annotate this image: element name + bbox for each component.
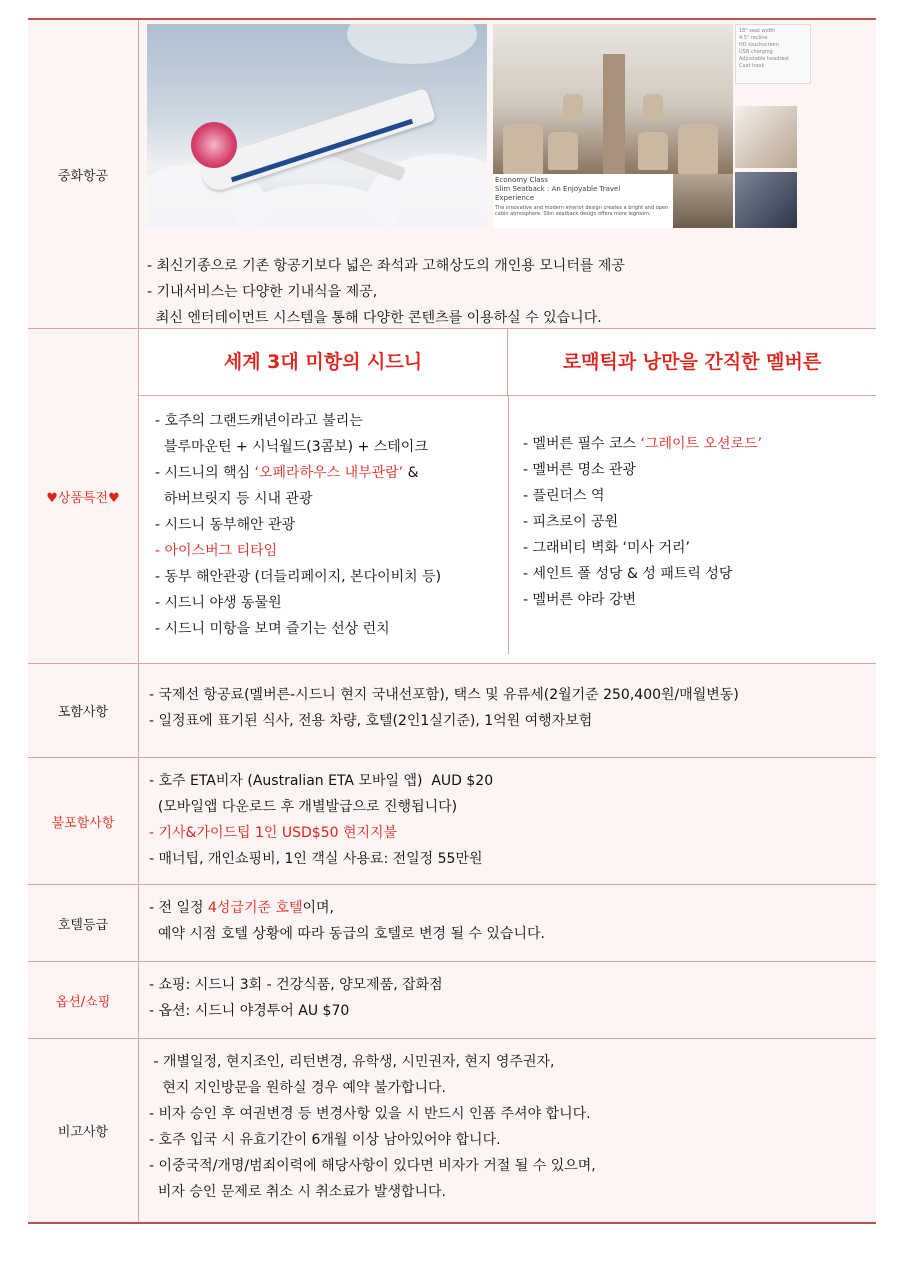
list-item: - 멜버른 야라 강변	[523, 592, 637, 608]
seat-thumbnail	[735, 106, 797, 168]
excluded-line-1: - 호주 ETA비자 (Australian ETA 모바일 앱) AUD $20	[149, 773, 494, 789]
airline-line-1: - 최신기종으로 기존 항공기보다 넓은 좌석과 고해상도의 개인용 모니터를 제공	[147, 258, 625, 274]
list-item: - 호주의 그랜드캐년이라고 불리는	[155, 413, 363, 429]
airline-content	[139, 20, 876, 328]
airline-label: 중화항공	[28, 20, 139, 328]
seatback-photo	[673, 174, 733, 228]
monitor-thumbnail	[735, 172, 797, 228]
highlights-row	[28, 329, 876, 664]
included-label: 포함사항	[28, 664, 139, 757]
options-line-1: - 쇼핑: 시드니 3회 - 건강식품, 양모제품, 잡화점	[149, 977, 443, 993]
list-item: - 아이스버그 티타임	[155, 543, 278, 559]
highlights-label: ♥상품특전♥	[28, 329, 139, 663]
list-item: - 시드니 야생 동물원	[155, 595, 282, 611]
list-item: - 피츠로이 공원	[523, 514, 619, 530]
list-item: - 세인트 폴 성당 & 성 패트릭 성당	[523, 566, 733, 582]
included-line-2: - 일정표에 표기된 식사, 전용 차량, 호텔(2인1실기준), 1억원 여행자보험	[149, 713, 593, 729]
list-item: 하버브릿지 등 시내 관광	[155, 491, 313, 507]
excluded-line-4: - 매너팁, 개인쇼핑비, 1인 객실 사용료: 전일정 55만원	[149, 851, 483, 867]
melbourne-title: 로맥틱과 낭만을 간직한 멜버른	[562, 351, 822, 373]
list-item: - 멜버른 명소 관광	[523, 462, 637, 478]
sydney-list	[139, 396, 509, 654]
hotel-line-1: - 전 일정 4성급기준 호텔이며,	[149, 900, 334, 916]
list-item: - 플린더스 역	[523, 488, 605, 504]
excluded-content	[139, 758, 876, 884]
airline-row	[28, 20, 876, 329]
options-row	[28, 962, 876, 1039]
airline-line-2: - 기내서비스는 다양한 기내식을 제공,	[147, 284, 378, 300]
plum-blossom-logo-icon	[191, 122, 237, 168]
excluded-line-2: (모바일앱 다운로드 후 개별발급으로 진행됩니다)	[149, 799, 458, 815]
options-label: 옵션/쇼핑	[28, 962, 139, 1038]
options-content	[139, 962, 876, 1038]
remarks-label: 비고사항	[28, 1039, 139, 1222]
hotel-line-2: 예약 시점 호텔 상황에 따라 동급의 호텔로 변경 될 수 있습니다.	[149, 926, 545, 942]
list-item: 블루마운틴 + 시닉월드(3콤보) + 스테이크	[155, 439, 428, 455]
remarks-line-5: - 이중국적/개명/범죄이력에 해당사항이 있다면 비자가 거절 될 수 있으며,	[149, 1158, 596, 1174]
destination-details	[139, 396, 876, 654]
remarks-line-1: - 개별일정, 현지조인, 리턴변경, 유학생, 시민권자, 현지 영주권자,	[149, 1054, 555, 1070]
cabin-caption: Economy Class Slim Seatback : An Enjoyable Travel Experience The innovative and modern interior design creates a bright and open cabin atmosphere. Slim seatback design offers more legroom.	[493, 174, 673, 228]
options-line-2: - 옵션: 시드니 야경투어 AU $70	[149, 1003, 350, 1019]
list-item: - 시드니 미항을 보며 즐기는 선상 런치	[155, 621, 390, 637]
included-content	[139, 664, 876, 757]
list-item: - 멜버른 필수 코스 ‘그레이트 오션로드’	[523, 436, 763, 452]
destination-titles	[139, 329, 876, 396]
melbourne-list	[509, 396, 876, 654]
seat-spec-box: 18" seat width 4.5" recline HD touchscreen USB charging Adjustable headrest Coat hook	[735, 24, 811, 84]
included-line-1: - 국제선 항공료(멜버른-시드니 현지 국내선포함), 택스 및 유류세(2월기준 250,400원/매월변동)	[149, 687, 739, 703]
airline-images	[139, 20, 876, 235]
airline-line-3: 최신 엔터테이먼트 시스템을 통해 다양한 콘텐츠를 이용하실 수 있습니다.	[147, 310, 602, 326]
list-item: - 시드니 동부해안 관광	[155, 517, 296, 533]
list-item: - 동부 해안관광 (더들리페이지, 본다이비치 등)	[155, 569, 442, 585]
hotel-label: 호텔등급	[28, 885, 139, 961]
list-item: - 시드니의 핵심 ‘오페라하우스 내부관람’ &	[155, 465, 419, 481]
remarks-line-3: - 비자 승인 후 여권변경 등 변경사항 있을 시 반드시 인폼 주셔야 합니다.	[149, 1106, 591, 1122]
included-row	[28, 664, 876, 758]
remarks-line-4: - 호주 입국 시 유효기간이 6개월 이상 남아있어야 합니다.	[149, 1132, 501, 1148]
remarks-line-2: 현지 지인방문을 원하실 경우 예약 불가합니다.	[149, 1080, 447, 1096]
hotel-row	[28, 885, 876, 962]
excluded-line-3: - 기사&가이드팁 1인 USD$50 현지지불	[149, 825, 398, 841]
list-item: - 그래비티 벽화 ‘미사 거리’	[523, 540, 690, 556]
remarks-line-6: 비자 승인 문제로 취소 시 취소료가 발생합니다.	[149, 1184, 447, 1200]
sydney-title: 세계 3대 미항의 시드니	[139, 329, 508, 395]
airplane-photo	[147, 24, 487, 228]
excluded-row	[28, 758, 876, 885]
hotel-content	[139, 885, 876, 961]
excluded-label: 불포함사항	[28, 758, 139, 884]
tour-info-table	[28, 18, 876, 1224]
cabin-photo	[493, 24, 733, 174]
highlights-content	[139, 329, 876, 663]
remarks-row	[28, 1039, 876, 1222]
remarks-content	[139, 1039, 876, 1222]
